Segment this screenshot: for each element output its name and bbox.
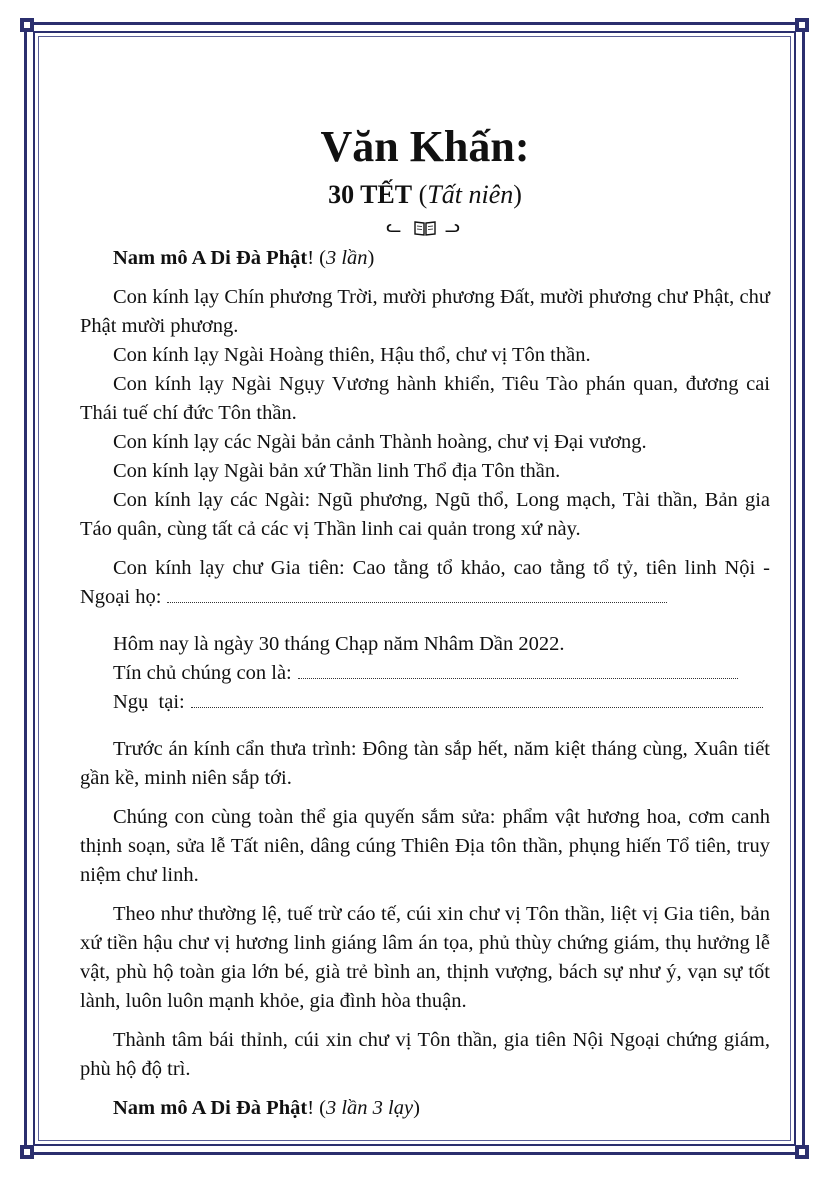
paragraph: Con kính lạy Ngài bản xứ Thần linh Thổ địa Tôn thần.	[113, 460, 561, 482]
ornament-right: ᓗ	[444, 216, 464, 236]
document-body	[80, 120, 770, 1123]
paragraph: Theo như thường lệ, tuế trừ cáo tế, cúi xin chư vị Tôn thần, liệt vị Gia tiên, bản xứ tiền hậu chư vị hương linh giáng lâm án tọa, phủ thùy chứng giám, thụ hưởng lễ vật, phù hộ toàn gia lớn bé, già trẻ bình an, thịnh vượng, bách sự như ý, vạn sự tốt lành, luôn luôn mạnh khỏe, gia đình hòa thuận.	[80, 903, 770, 1012]
invocation-end: Nam mô A Di Đà Phật! (3 lần 3 lạy)	[113, 1097, 420, 1119]
paragraph: Con kính lạy Ngài Hoàng thiên, Hậu thổ, chư vị Tôn thần.	[113, 344, 591, 366]
page-subtitle: 30 TẾT (Tất niên)	[328, 180, 522, 209]
owner-line: Tín chủ chúng con là:	[80, 659, 770, 688]
paragraph: Con kính lạy Chín phương Trời, mười phương Đất, mười phương chư Phật, chư Phật mười phương.	[80, 286, 770, 337]
paragraph: Con kính lạy các Ngài bản cảnh Thành hoàng, chư vị Đại vương.	[113, 431, 647, 453]
paragraph: Con kính lạy các Ngài: Ngũ phương, Ngũ thổ, Long mạch, Tài thần, Bản gia Táo quân, cùng tất cả các vị Thần linh cai quản trong xứ này.	[80, 489, 770, 540]
ornament-divider	[80, 214, 770, 238]
date-line: Hôm nay là ngày 30 tháng Chạp năm Nhâm Dần 2022.	[113, 633, 565, 655]
ancestors-paragraph: Con kính lạy chư Gia tiên: Cao tằng tổ khảo, cao tằng tổ tỷ, tiên linh Nội - Ngoại họ:	[80, 557, 770, 608]
corner-ornament	[20, 18, 34, 32]
paragraph: Chúng con cùng toàn thể gia quyến sắm sửa: phẩm vật hương hoa, cơm canh thịnh soạn, sửa lễ Tất niên, dâng cúng Thiên Địa tôn thần, phụng hiến Tổ tiên, truy niệm chư linh.	[80, 806, 770, 886]
paragraph: Con kính lạy Ngài Ngụy Vương hành khiển, Tiêu Tào phán quan, đương cai Thái tuế chí đức Tôn thần.	[80, 373, 770, 424]
blank-fill-line	[191, 706, 763, 708]
address-line: Ngụ tại:	[80, 688, 770, 717]
corner-ornament	[795, 18, 809, 32]
blank-fill-line	[167, 601, 667, 603]
page-title: Văn Khấn:	[320, 122, 530, 171]
invocation-start: Nam mô A Di Đà Phật! (3 lần)	[113, 247, 375, 269]
blank-fill-line	[298, 677, 738, 679]
subtitle-italic: Tất niên	[427, 180, 514, 209]
corner-ornament	[795, 1145, 809, 1159]
corner-ornament	[20, 1145, 34, 1159]
paragraph: Thành tâm bái thỉnh, cúi xin chư vị Tôn thần, gia tiên Nội Ngoại chứng giám, phù hộ độ trì.	[80, 1029, 770, 1080]
paragraph: Trước án kính cẩn thưa trình: Đông tàn sắp hết, năm kiệt tháng cùng, Xuân tiết gần kề, minh niên sắp tới.	[80, 738, 770, 789]
ornament-left: ᓚ	[386, 216, 406, 236]
subtitle-bold: 30 TẾT	[328, 180, 413, 209]
open-book-icon	[414, 220, 436, 236]
